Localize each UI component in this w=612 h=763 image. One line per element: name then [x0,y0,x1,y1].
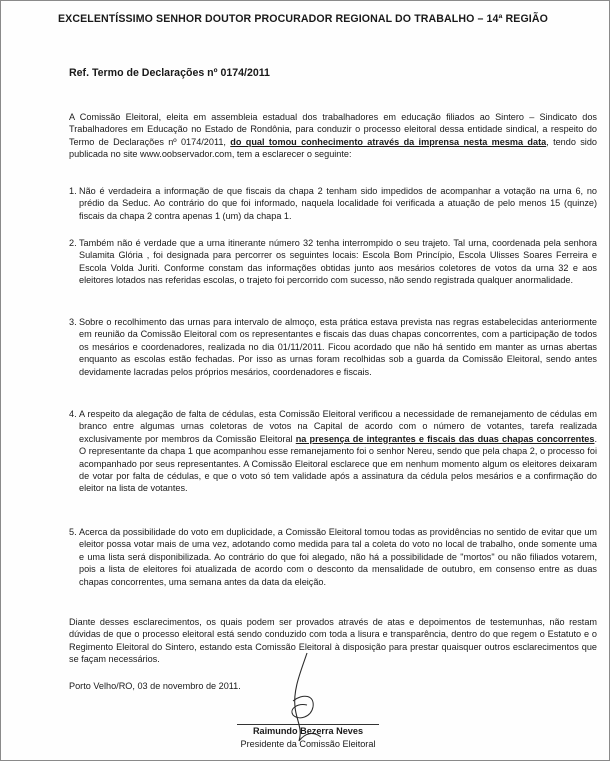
item4-text-before: A respeito da alegação de falta de cédulas, esta Comissão Eleitoral verificou a necessidade de remanejamento de cédulas em branco entre algumas urnas coletoras de votos na Capital de acordo com o número de votantes, tarefa realizada exclusivamente por membros da Comissão Eleitoral [79,409,597,444]
closing-paragraph: Diante desses esclarecimentos, os quais podem ser provados através de atas e depoimentos de testemunhas, não restam dúvidas de que o processo eleitoral está sendo conduzido com toda a lisura e transparência, dentro do que regem o Estatuto e o Regimento Eleitoral do Sintero, estando esta Comissão Eleitoral à disposição para prestar quaisquer outros esclarecimentos que se façam necessários. [69,617,597,665]
list-item-text: Também não é verdade que a urna itinerante número 32 tenha interrompido o seu trajeto. Tal urna, coordenada pela senhora Sulamita Glória , foi designada para percorrer os seguintes locais: Escola Bom Princípio, Escola Ulisses Soares Ferreira e Escola Volda Juriti. Conforme constam das informações obtidas junto aos mesários coletores de votos da urna 32 e aos eleitores lotados nas referidas escolas, o trajeto foi percorrido com sucesso, não sendo registrada qualquer anormalidade. [79,238,597,286]
intro-text-after: , tendo sido publicada no site www.oobservador.com, tem a esclarecer o seguinte: [69,136,597,160]
list-item-1 [69,185,597,222]
list-item-text: Não é verdadeira a informação de que fiscais da chapa 2 tenham sido impedidos de acompanhar a votação na urna 6, no prédio da Seduc. Ao contrário do que foi informado, naquela localidade foi verificada a atuação de pelo menos 15 (quinze) fiscais da chapa 2 contra apenas 1 (um) da chapa 1. [79,186,597,221]
item4-emphasis: na presença de integrantes e fiscais das duas chapas concorrentes [295,433,595,444]
intro-paragraph [69,111,597,161]
list-item-3 [69,316,597,378]
list-item-number: 2. [69,238,77,248]
list-item-number: 5. [69,527,77,537]
item4-text-after: . O representante da chapa 1 que acompanhou esse remanejamento foi o senhor Nereu, sendo que pela chapa 2, o processo foi acompanhado por seus representantes. A Comissão Eleitoral esclarece que em nenhum momento algum os eleitores deixaram de votar por falta de cédulas, e que o voto só tem validade após a assinatura da cédula pelos mesários e a confirmação do eleitor na lista de votantes. [79,433,597,494]
list-item-number: 4. [69,409,77,419]
intro-emphasis: do qual tomou conhecimento através da imprensa nesta mesma data [230,136,547,147]
document-heading: EXCELENTÍSSIMO SENHOR DOUTOR PROCURADOR REGIONAL DO TRABALHO – 14ª REGIÃO [58,13,548,25]
list-item-4 [69,408,597,495]
list-item-text: Sobre o recolhimento das urnas para intervalo de almoço, esta prática estava prevista nas regras estabelecidas anteriormente em reunião da Comissão Eleitoral com os representantes e fiscais das duas chapas concorrentes, com a participação de todos os mesários e coordenadores, realizada no dia 01/11/2011. Ficou acordado que não há sentido em manter as urnas abertas enquanto as escolas estão fechadas. Por isso as urnas foram recolhidas sob a guarda da Comissão Eleitoral, sendo antes devidamente lacradas pelos próprios mesários, coordenadores e fiscais. [79,317,597,377]
list-item-2 [69,237,597,287]
reference-line: Ref. Termo de Declarações nº 0174/2011 [69,67,270,79]
list-item-number: 3. [69,317,77,327]
list-item-text [79,408,597,495]
list-item-text: Acerca da possibilidade do voto em duplicidade, a Comissão Eleitoral tomou todas as providências no sentido de evitar que um eleitor possa votar mais de uma vez, adotando como medida para tal a coleta do voto no local de trabalho, onde somente uma e uma lista será disponibilizada. Ao contrário do que foi alegado, não há a possibilidade de "mortos" ou não filiados votarem, pois a lista de eleitores foi atualizada de acordo com o desconto da mensalidade de outubro, em consenso entre as duas chapas concorrentes, uma semana antes da data da eleição. [79,527,597,587]
signatory-name: Raimundo Bezerra Neves [252,726,364,736]
list-item-number: 1. [69,186,77,196]
place-date: Porto Velho/RO, 03 de novembro de 2011. [69,681,241,691]
intro-text-before: A Comissão Eleitoral, eleita em assembleia estadual dos trabalhadores em educação filiados ao Sintero – Sindicato dos Trabalhadores em Educação no Estado de Rondônia, para conduzir o processo eleitoral dessa entidade sindical, a respeito do Termo de Declarações nº 0174/2011, [69,112,597,147]
signature-line [237,724,379,725]
signatory-role: Presidente da Comissão Eleitoral [240,739,376,749]
list-item-5 [69,526,597,588]
